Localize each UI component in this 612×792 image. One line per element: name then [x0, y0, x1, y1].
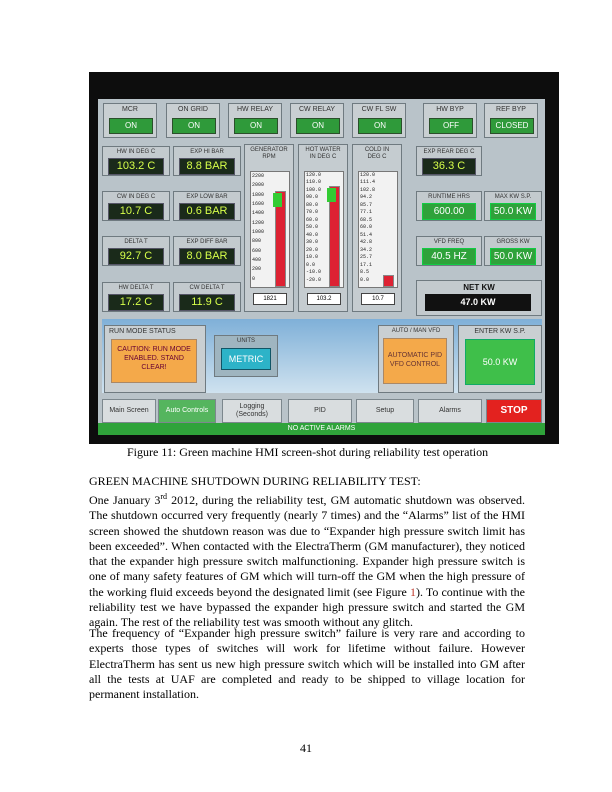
gauge-scale-tick: 111.4 — [360, 179, 376, 186]
run-mode-title: RUN MODE STATUS — [109, 328, 176, 335]
gauge-scale-tick: 800 — [252, 238, 262, 245]
indicator-ref-byp — [484, 103, 538, 138]
reading-delta-t — [102, 236, 170, 266]
hmi-screen — [98, 99, 545, 435]
gauge-scale-tick: 1600 — [252, 200, 265, 207]
gauge-scale-tick: 600 — [252, 247, 262, 254]
gauge-scale-values — [360, 172, 384, 284]
gauge-bar — [275, 191, 286, 287]
indicator-on-grid — [166, 103, 220, 138]
reading-max-kw-sp — [484, 191, 542, 221]
section-heading: GREEN MACHINE SHUTDOWN DURING RELIABILITY TEST: — [89, 474, 421, 488]
reading-label: CW IN DEG C — [116, 194, 156, 200]
reading-label: RUNTIME HRS — [428, 194, 470, 200]
reading-value: 0.6 BAR — [179, 203, 235, 220]
gauge-scale-tick: 60.0 — [306, 216, 319, 223]
gauge-scale-tick: 8.5 — [360, 269, 370, 276]
gauge-unit: RPM — [262, 154, 276, 160]
indicator-value: ON — [358, 118, 402, 134]
gauge-readout: 10.7 — [361, 293, 395, 305]
paragraph-1-body: 2012, during the reliability test, GM automatic shutdown was observed. The shutdown occurred very frequently (nearly 7 times) and the “Alarms” list of the HMI screen showed the shutdown reason was due to “Expander high pressure switch limit has been exceeded”. When contacted with the ElectraTherm (GM manufacturer), they noticed that the expander high pressure switch malfunctioning. Expander high pressure switch is one of many safety features of GM which will turn-off the GM when the high pressure of the working fluid exceeds beyond the designated limit (see Figure — [89, 493, 526, 599]
pid-button[interactable]: PID — [288, 399, 352, 423]
gauge-scale-tick: 20.0 — [306, 246, 319, 253]
gauge-scale-tick: 120.0 — [306, 172, 322, 178]
indicator-value: ON — [172, 118, 216, 134]
reading-label: HW DELTA T — [118, 285, 154, 291]
gauge-scale-tick: 30.0 — [306, 239, 319, 246]
gauge-scale-tick: -10.0 — [306, 269, 322, 276]
figure-reference-link[interactable]: 1 — [409, 584, 416, 599]
paragraph-1-start: One January 3 — [89, 493, 161, 507]
gauge-scale-tick: -20.0 — [306, 276, 322, 283]
reading-label: EXP HI BAR — [190, 149, 224, 155]
indicator-value: ON — [234, 118, 278, 134]
alarms-button[interactable]: Alarms — [418, 399, 482, 423]
gauge-bar — [329, 186, 340, 287]
reading-value: 50.0 KW — [490, 248, 536, 265]
setup-button[interactable]: Setup — [356, 399, 414, 423]
gauge-scale-tick: 50.0 — [306, 224, 319, 231]
reading-hw-delta-t — [102, 282, 170, 312]
gauge-scale-tick: 34.2 — [360, 246, 373, 253]
gauge-scale-tick: 0 — [252, 275, 256, 282]
page-number: 41 — [300, 741, 312, 755]
gauge-title: GENERATOR — [250, 147, 288, 153]
gauge-scale-tick: 40.0 — [306, 231, 319, 238]
gauge-readout: 103.2 — [307, 293, 341, 305]
auto-vfd-title: AUTO / MAN VFD — [391, 328, 441, 334]
gauge-generator-rpm — [244, 144, 294, 312]
gauge-unit: IN DEG C — [309, 154, 337, 160]
figure-caption: Figure 11: Green machine HMI screen-shot during reliability test operation — [127, 445, 489, 459]
reading-label: EXP REAR DEG C — [423, 149, 475, 155]
reading-exp-low-bar — [173, 191, 241, 221]
reading-value: 8.8 BAR — [179, 158, 235, 175]
reading-value: 600.00 — [422, 203, 476, 220]
paragraph-1-end: ). To continue with the reliability test we have bypassed the expander high pressure switch and started the GM again. The rest of the reliability test was smooth without any glitch. — [89, 584, 525, 630]
reading-label: VFD FREQ — [433, 239, 465, 245]
indicator-hw-relay — [228, 103, 282, 138]
indicator-value: CLOSED — [490, 118, 534, 134]
gauge-scale — [250, 171, 290, 288]
gauge-readout: 1821 — [253, 293, 287, 305]
gauge-scale-tick: 80.0 — [306, 201, 319, 208]
gauge-scale-tick: 77.1 — [360, 209, 373, 216]
gauge-scale-tick: 400 — [252, 256, 262, 263]
enter-kw-input[interactable]: 50.0 KW — [465, 339, 535, 385]
indicator-cw-relay — [290, 103, 344, 138]
reading-value: 10.7 C — [108, 203, 164, 220]
units-panel — [214, 335, 278, 377]
net-kw-label: NET KW — [463, 283, 495, 292]
reading-value: 8.0 BAR — [179, 248, 235, 265]
reading-exp-diff-bar — [173, 236, 241, 266]
indicator-label: HW BYP — [436, 106, 464, 113]
auto-vfd-panel — [378, 325, 454, 393]
gauge-bar — [383, 275, 394, 287]
reading-value: 103.2 C — [108, 158, 164, 175]
reading-vfd-freq — [416, 236, 482, 266]
reading-runtime-hrs — [416, 191, 482, 221]
gauge-scale-tick: 51.4 — [360, 231, 373, 238]
gauge-scale-tick: 17.1 — [360, 261, 373, 268]
indicator-label: CW RELAY — [298, 106, 336, 113]
reading-value: 17.2 C — [108, 294, 164, 311]
auto-controls-button[interactable]: Auto Controls — [158, 399, 216, 423]
gauge-unit: DEG C — [367, 154, 387, 160]
gauge-scale-tick: 10.0 — [306, 254, 319, 261]
indicator-value: ON — [296, 118, 340, 134]
indicator-label: CW FL SW — [361, 106, 397, 113]
gauge-scale-tick: 1200 — [252, 219, 265, 226]
indicator-cw-fl-sw — [352, 103, 406, 138]
gauge-scale-tick: 42.8 — [360, 239, 373, 246]
gauge-scale-tick: 1000 — [252, 228, 265, 235]
net-kw-value: 47.0 KW — [425, 294, 531, 311]
gauge-bar-top — [327, 188, 336, 202]
reading-label: EXP LOW BAR — [186, 194, 228, 200]
gauge-title: HOT WATER — [305, 147, 341, 153]
gauge-scale — [304, 171, 344, 288]
indicator-mcr — [103, 103, 157, 138]
gauge-scale-values — [252, 172, 276, 284]
paragraph-2: The frequency of “Expander high pressure switch” failure is very rare and according to experts those types of switches will work for lifetime without failure. However ElectraTherm has sent us new high pressure switch which will be installed into GM after all the tests at UAF are completed and ready to be shipped to village location for permanent installation. — [89, 626, 525, 702]
reading-exp-hi-bar — [173, 146, 241, 176]
reading-label: EXP DIFF BAR — [186, 239, 228, 245]
indicator-value: ON — [109, 118, 153, 134]
reading-value: 36.3 C — [422, 158, 476, 175]
gauge-scale-tick: 0.0 — [360, 276, 370, 283]
reading-label: MAX KW S.P. — [494, 194, 532, 200]
paragraph-1 — [89, 489, 525, 631]
gauge-scale-tick: 85.7 — [360, 201, 373, 208]
reading-cw-in — [102, 191, 170, 221]
gauge-scale-tick: 200 — [252, 266, 262, 273]
units-button[interactable]: METRIC — [221, 348, 271, 370]
enter-kw-panel — [458, 325, 542, 393]
reading-cw-delta-t — [173, 282, 241, 312]
reading-label: DELTA T — [124, 239, 148, 245]
indicator-label: REF BYP — [496, 106, 526, 113]
indicator-label: ON GRID — [178, 106, 208, 113]
run-mode-warning: CAUTION: RUN MODE ENABLED. STAND CLEAR! — [111, 339, 197, 383]
gauge-scale-tick: 102.8 — [360, 186, 376, 193]
ordinal-suffix: rd — [160, 492, 168, 501]
gauge-scale-tick: 70.0 — [306, 209, 319, 216]
reading-gross-kw — [484, 236, 542, 266]
reading-value: 40.5 HZ — [422, 248, 476, 265]
hmi-photo — [89, 72, 559, 444]
indicator-label: HW RELAY — [236, 106, 274, 113]
gauge-scale-tick: 110.0 — [306, 179, 322, 186]
reading-value: 11.9 C — [179, 294, 235, 311]
reading-hw-in — [102, 146, 170, 176]
reading-value: 92.7 C — [108, 248, 164, 265]
gauge-scale-tick: 25.7 — [360, 254, 373, 261]
gauge-scale — [358, 171, 398, 288]
gauge-scale-tick: 68.5 — [360, 216, 373, 223]
auto-vfd-button[interactable]: AUTOMATIC PID VFD CONTROL — [383, 338, 447, 384]
reading-value: 50.0 KW — [490, 203, 536, 220]
gauge-title: COLD IN — [364, 147, 390, 153]
gauge-scale-tick: 100.0 — [306, 186, 322, 193]
reading-label: HW IN DEG C — [116, 149, 156, 155]
units-title: UNITS — [237, 338, 255, 344]
gauge-scale-tick: 94.2 — [360, 194, 373, 201]
indicator-value: OFF — [429, 118, 473, 134]
enter-kw-title: ENTER KW S.P. — [474, 328, 526, 335]
logging-button[interactable]: Logging (Seconds) — [222, 399, 282, 423]
gauge-cold-in — [352, 144, 402, 312]
stop-button[interactable]: STOP — [486, 399, 542, 423]
gauge-scale-tick: 0.0 — [306, 261, 316, 268]
indicator-hw-byp — [423, 103, 477, 138]
gauge-scale-tick: 90.0 — [306, 194, 319, 201]
run-mode-panel — [104, 325, 206, 393]
gauge-scale-tick: 120.0 — [360, 172, 376, 178]
indicator-label: MCR — [122, 106, 138, 113]
gauge-scale-tick: 2200 — [252, 173, 265, 179]
net-kw-panel — [416, 280, 542, 316]
gauge-scale-tick: 60.0 — [360, 224, 373, 231]
gauge-hot-water — [298, 144, 348, 312]
gauge-scale-tick: 1800 — [252, 191, 265, 198]
gauge-scale-tick: 1400 — [252, 210, 265, 217]
gauge-scale-tick: 2000 — [252, 182, 265, 189]
gauge-bar-top — [273, 193, 282, 207]
reading-label: GROSS KW — [496, 239, 530, 245]
alarm-status-bar: NO ACTIVE ALARMS — [98, 423, 545, 435]
reading-label: CW DELTA T — [189, 285, 225, 291]
main-screen-button[interactable]: Main Screen — [102, 399, 156, 423]
reading-exp-rear — [416, 146, 482, 176]
